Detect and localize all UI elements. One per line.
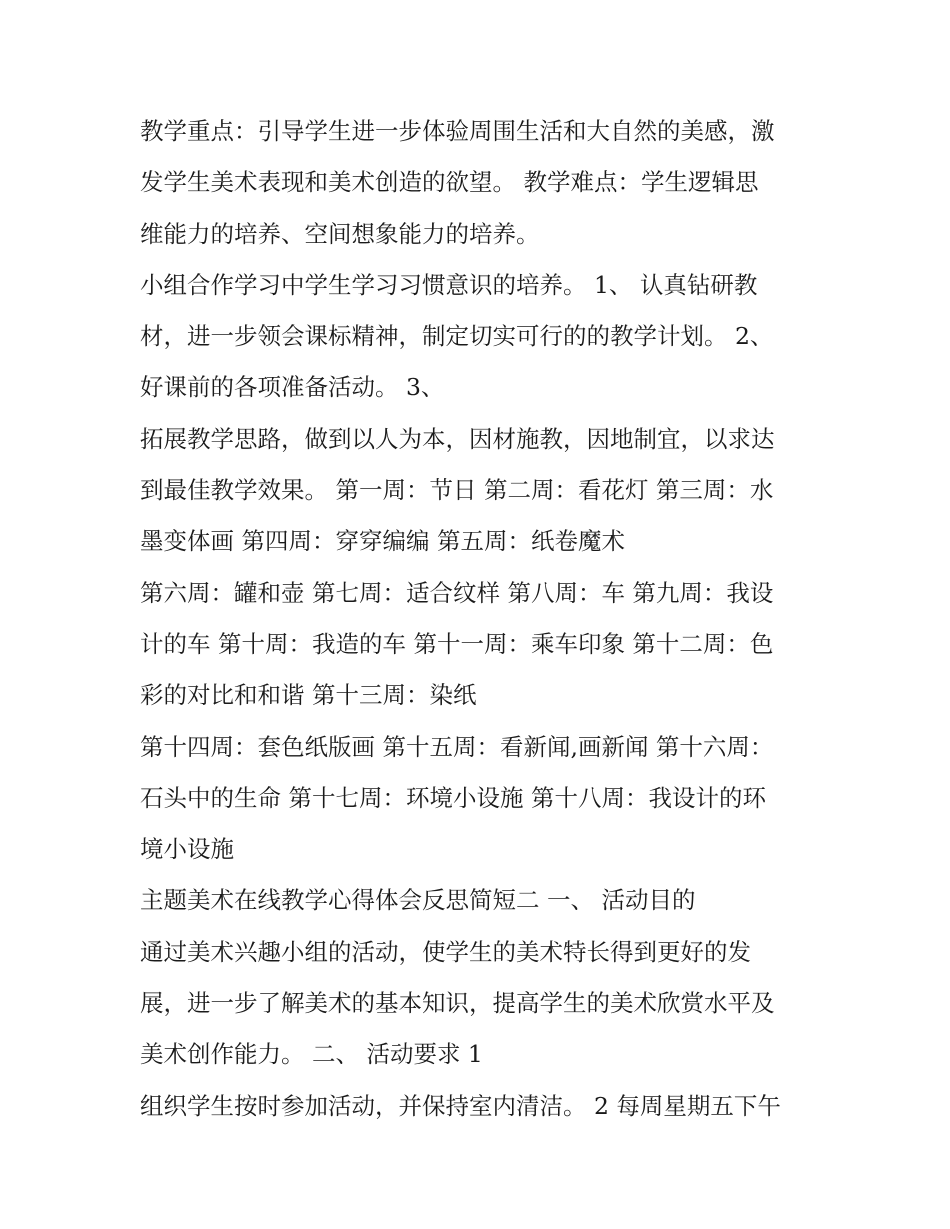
text-line: 美术创作能力。 二、 活动要求 1 xyxy=(140,1040,483,1069)
text-line: 第十四周：套色纸版画 第十五周：看新闻,画新闻 第十六周： xyxy=(140,732,774,761)
text-line: 通过美术兴趣小组的活动，使学生的美术特长得到更好的发 xyxy=(140,937,751,966)
text-line: 墨变体画 第四周：穿穿编编 第五周：纸卷魔术 xyxy=(140,527,625,556)
text-line: 教学重点：引导学生进一步体验周围生活和大自然的美感，激 xyxy=(140,117,775,145)
text-line: 石头中的生命 第十七周：环境小设施 第十八周：我设计的环 xyxy=(140,783,766,812)
text-line: 材，进一步领会课标精神，制定切实可行的的教学计划。 2、 xyxy=(140,322,774,351)
text-line: 展，进一步了解美术的基本知识，提高学生的美术欣赏水平及 xyxy=(140,989,775,1018)
text-line: 境小设施 xyxy=(140,835,234,864)
section-heading: 主题美术在线教学心得体会反思简短二 一、 活动目的 xyxy=(140,886,696,915)
text-line: 维能力的培养、空间想象能力的培养。 xyxy=(140,219,540,248)
text-line: 彩的对比和和谐 第十三周：染纸 xyxy=(140,681,477,710)
text-line: 第六周：罐和壶 第七周：适合纹样 第八周：车 第九周：我设 xyxy=(140,578,774,607)
text-line: 到最佳教学效果。 第一周：节日 第二周：看花灯 第三周：水 xyxy=(140,476,774,505)
text-line: 计的车 第十周：我造的车 第十一周：乘车印象 第十二周：色 xyxy=(140,629,774,658)
text-line: 组织学生按时参加活动，并保持室内清洁。 2 每周星期五下午 xyxy=(140,1091,781,1120)
text-line: 发学生美术表现和美术创造的欲望。 教学难点：学生逻辑思 xyxy=(140,168,759,197)
text-line: 小组合作学习中学生学习习惯意识的培养。 1、 认真钻研教 xyxy=(140,270,758,299)
text-line: 拓展教学思路，做到以人为本，因材施教，因地制宜，以求达 xyxy=(140,424,775,453)
text-line: 好课前的各项准备活动。 3、 xyxy=(140,373,445,402)
document-body xyxy=(140,106,830,1132)
